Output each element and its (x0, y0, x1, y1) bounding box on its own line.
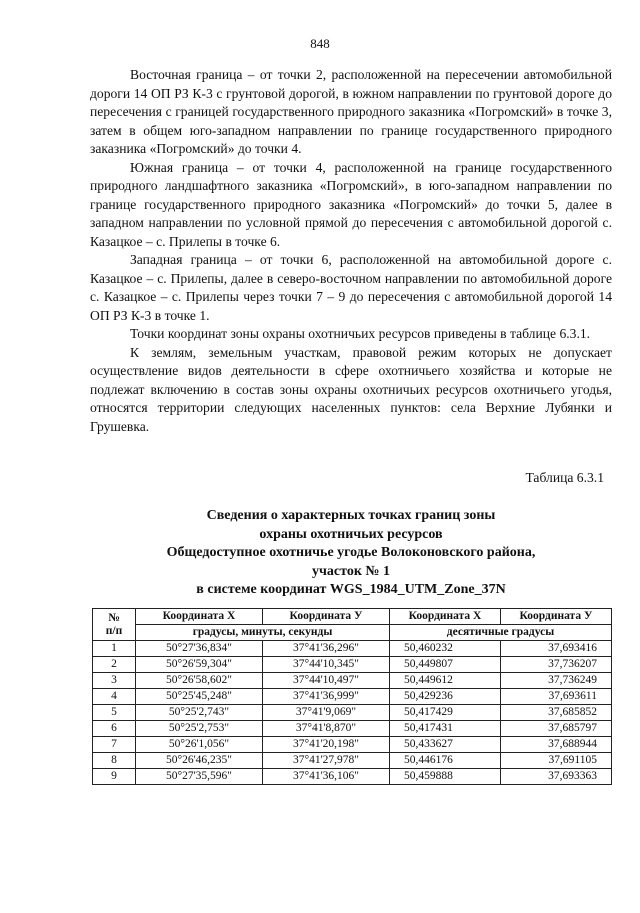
table-heading-line: охраны охотничьих ресурсов (259, 526, 443, 542)
table-heading (90, 507, 612, 600)
col-y-dec-header: Координата У (500, 609, 611, 625)
cell-number: 9 (93, 769, 136, 785)
table-heading-line: в системе координат WGS_1984_UTM_Zone_37N (196, 582, 506, 597)
cell-y-dms: 37°41'9,069" (263, 705, 390, 721)
cell-number: 5 (93, 705, 136, 721)
cell-number: 6 (93, 721, 136, 737)
cell-x-dms: 50°25'2,753" (136, 721, 263, 737)
col-number-header (93, 609, 136, 641)
cell-y-dec: 37,685797 (500, 721, 611, 737)
paragraph-table-reference: Точки координат зоны охраны охотничьих ресурсов приведены в таблице 6.3.1. (130, 326, 591, 341)
cell-y-dec: 37,736207 (500, 657, 611, 673)
cell-y-dec: 37,693416 (500, 641, 611, 657)
cell-x-dec: 50,449807 (390, 657, 501, 673)
cell-number: 1 (93, 641, 136, 657)
table-row (93, 737, 612, 753)
cell-number: 2 (93, 657, 136, 673)
cell-y-dms: 37°44'10,497" (263, 673, 390, 689)
cell-x-dec: 50,429236 (390, 689, 501, 705)
cell-number: 8 (93, 753, 136, 769)
cell-x-dms: 50°25'45,248" (136, 689, 263, 705)
cell-y-dec: 37,693363 (500, 769, 611, 785)
table-row (93, 689, 612, 705)
cell-number: 4 (93, 689, 136, 705)
cell-x-dec: 50,449612 (390, 673, 501, 689)
paragraph-west-border: Западная граница – от точки 6, расположенной на автомобильной дороге с. Казацкое – с. Прилепы, далее в северо-восточном направлении по автомобильной дороге с. Казацкое – с. Прилепы через точки 7 – 9 до пересечения с автомобильной дорогой 14 ОП РЗ К-3 в точке 1. (90, 252, 612, 323)
cell-y-dec: 37,693611 (500, 689, 611, 705)
cell-y-dec: 37,688944 (500, 737, 611, 753)
cell-y-dec: 37,736249 (500, 673, 611, 689)
col-number-label: № (108, 611, 120, 624)
table-row (93, 753, 612, 769)
col-x-dms-header: Координата X (136, 609, 263, 625)
paragraph-excluded-lands: К землям, земельным участкам, правовой режим которых не допускает осуществление видов деятельности в сфере охотничьего хозяйства и которые не подлежат включению в состав зоны охраны охотничьих ресурсов охотничьего угодья, относятся территории следующих населенных пунктов: села Верхние Лубянки и Грушевка. (90, 344, 612, 434)
unit-dms-header: градусы, минуты, секунды (136, 625, 390, 641)
cell-x-dms: 50°26'1,056" (136, 737, 263, 753)
cell-x-dec: 50,417429 (390, 705, 501, 721)
table-header-row (93, 609, 612, 625)
cell-x-dec: 50,446176 (390, 753, 501, 769)
cell-x-dms: 50°26'59,304" (136, 657, 263, 673)
table-row (93, 705, 612, 721)
table-row (93, 721, 612, 737)
cell-y-dms: 37°44'10,345" (263, 657, 390, 673)
table-row (93, 673, 612, 689)
table-heading-line: Сведения о характерных точках границ зоны (206, 508, 496, 523)
cell-y-dms: 37°41'36,106" (263, 769, 390, 785)
table-row (93, 657, 612, 673)
col-x-dec-header: Координата X (390, 609, 501, 625)
table-row (93, 641, 612, 657)
cell-x-dms: 50°27'35,596" (136, 769, 263, 785)
cell-number: 3 (93, 673, 136, 689)
table-heading-line: Общедоступное охотничье угодье Волоконовского района, (166, 545, 536, 560)
table-body (93, 641, 612, 785)
coordinates-table (92, 608, 612, 785)
cell-x-dec: 50,460232 (390, 641, 501, 657)
col-number-sublabel: п/п (105, 624, 123, 637)
table-row (93, 769, 612, 785)
page-number: 848 (310, 36, 330, 51)
unit-dec-header: десятичные градусы (390, 625, 612, 641)
cell-x-dms: 50°26'46,235" (136, 753, 263, 769)
cell-number: 7 (93, 737, 136, 753)
cell-x-dec: 50,433627 (390, 737, 501, 753)
cell-y-dms: 37°41'36,296" (263, 641, 390, 657)
cell-x-dms: 50°26'58,602" (136, 673, 263, 689)
cell-y-dec: 37,691105 (500, 753, 611, 769)
cell-y-dms: 37°41'8,870" (263, 721, 390, 737)
cell-y-dms: 37°41'27,978" (263, 753, 390, 769)
cell-x-dec: 50,459888 (390, 769, 501, 785)
paragraph-east-border: Восточная граница – от точки 2, расположенной на пересечении автомобильной дороги 14 ОП РЗ К-3 с грунтовой дорогой, в южном направлении по грунтовой дороге до пересечения с границей государственного природного заказника «Погромский» в точке 3, затем в общем юго-западном направлении по границе государственного природного заказника «Погромский» до точки 4. (90, 67, 612, 156)
body-text (90, 66, 612, 436)
cell-y-dms: 37°41'36,999" (263, 689, 390, 705)
cell-x-dec: 50,417431 (390, 721, 501, 737)
col-y-dms-header: Координата У (263, 609, 390, 625)
cell-y-dec: 37,685852 (500, 705, 611, 721)
table-unit-row (93, 625, 612, 641)
cell-x-dms: 50°27'36,834" (136, 641, 263, 657)
cell-y-dms: 37°41'20,198" (263, 737, 390, 753)
paragraph-south-border: Южная граница – от точки 4, расположенной на границе государственного природного ландшафтного заказника «Погромский», в юго-западном направлении по границе государственного природного заказника «Погромский» до точки 5, далее в западном направлении по условной прямой до пересечения с автомобильной дорогой с. Казацкое – с. Прилепы в точке 6. (90, 159, 612, 249)
cell-x-dms: 50°25'2,743" (136, 705, 263, 721)
table-caption: Таблица 6.3.1 (525, 470, 604, 485)
table-heading-line: участок № 1 (312, 563, 390, 579)
